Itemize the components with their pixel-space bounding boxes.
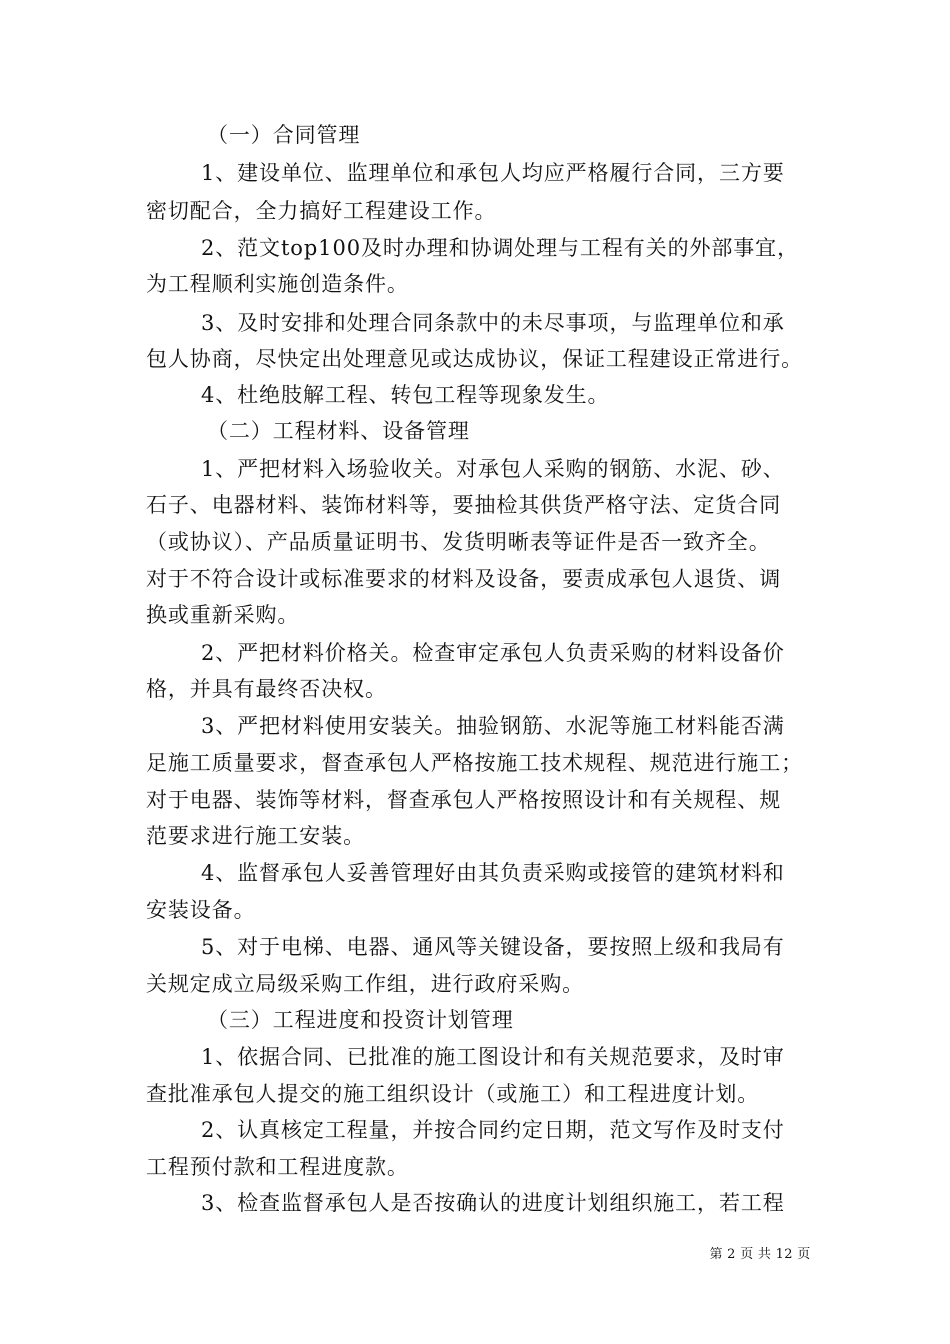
paragraph-line: 对于不符合设计或标准要求的材料及设备，要责成承包人退货、调 — [146, 567, 782, 591]
paragraph-line: 安装设备。 — [146, 898, 256, 922]
paragraph-line: 换或重新采购。 — [146, 603, 300, 627]
paragraph-line: 5、对于电梯、电器、通风等关键设备，要按照上级和我局有 — [201, 935, 785, 959]
paragraph-line: 2、严把材料价格关。检查审定承包人负责采购的材料设备价 — [201, 641, 785, 665]
paragraph-line: 足施工质量要求，督查承包人严格按施工技术规程、规范进行施工； — [146, 751, 803, 775]
paragraph-line: 关规定成立局级采购工作组，进行政府采购。 — [146, 972, 584, 996]
paragraph-line: 1、建设单位、监理单位和承包人均应严格履行合同，三方要 — [201, 161, 785, 185]
paragraph-line: 4、监督承包人妥善管理好由其负责采购或接管的建筑材料和 — [201, 861, 785, 885]
section-heading: （二）工程材料、设备管理 — [207, 419, 470, 443]
paragraph-line: 范要求进行施工安装。 — [146, 824, 365, 848]
paragraph-line: 2、认真核定工程量，并按合同约定日期，范文写作及时支付 — [201, 1118, 785, 1142]
paragraph-line: 石子、电器材料、装饰材料等，要抽检其供货严格守法、定货合同 — [146, 493, 782, 517]
paragraph-line: 3、及时安排和处理合同条款中的未尽事项，与监理单位和承 — [201, 311, 785, 335]
page-footer — [0, 1247, 950, 1263]
paragraph-line: 2、范文top100及时办理和协调处理与工程有关的外部事宜， — [201, 236, 799, 260]
paragraph-line: 密切配合，全力搞好工程建设工作。 — [146, 199, 497, 223]
paragraph-line: 3、严把材料使用安装关。抽验钢筋、水泥等施工材料能否满 — [201, 714, 785, 738]
paragraph-line: （或协议）、产品质量证明书、发货明晰表等证件是否一致齐全。 — [146, 530, 771, 554]
section-heading: （一）合同管理 — [207, 123, 361, 147]
paragraph-line: 为工程顺利实施创造条件。 — [146, 272, 409, 296]
page-number: 第 2 页 共 12 页 — [709, 1247, 811, 1262]
paragraph-line: 工程预付款和工程进度款。 — [146, 1155, 409, 1179]
paragraph-line: 1、依据合同、已批准的施工图设计和有关规范要求，及时审 — [201, 1045, 785, 1069]
paragraph-line: 1、严把材料入场验收关。对承包人采购的钢筋、水泥、砂、 — [201, 457, 785, 481]
paragraph-line: 格，并具有最终否决权。 — [146, 677, 387, 701]
paragraph-line: 对于电器、装饰等材料，督查承包人严格按照设计和有关规程、规 — [146, 788, 782, 812]
paragraph-line: 3、检查监督承包人是否按确认的进度计划组织施工，若工程 — [201, 1191, 785, 1215]
paragraph-line: 包人协商，尽快定出处理意见或达成协议，保证工程建设正常进行。 — [146, 347, 803, 371]
paragraph-line: 查批准承包人提交的施工组织设计（或施工）和工程进度计划。 — [146, 1082, 760, 1106]
paragraph-line: 4、杜绝肢解工程、转包工程等现象发生。 — [201, 383, 610, 407]
section-heading: （三）工程进度和投资计划管理 — [207, 1008, 514, 1032]
